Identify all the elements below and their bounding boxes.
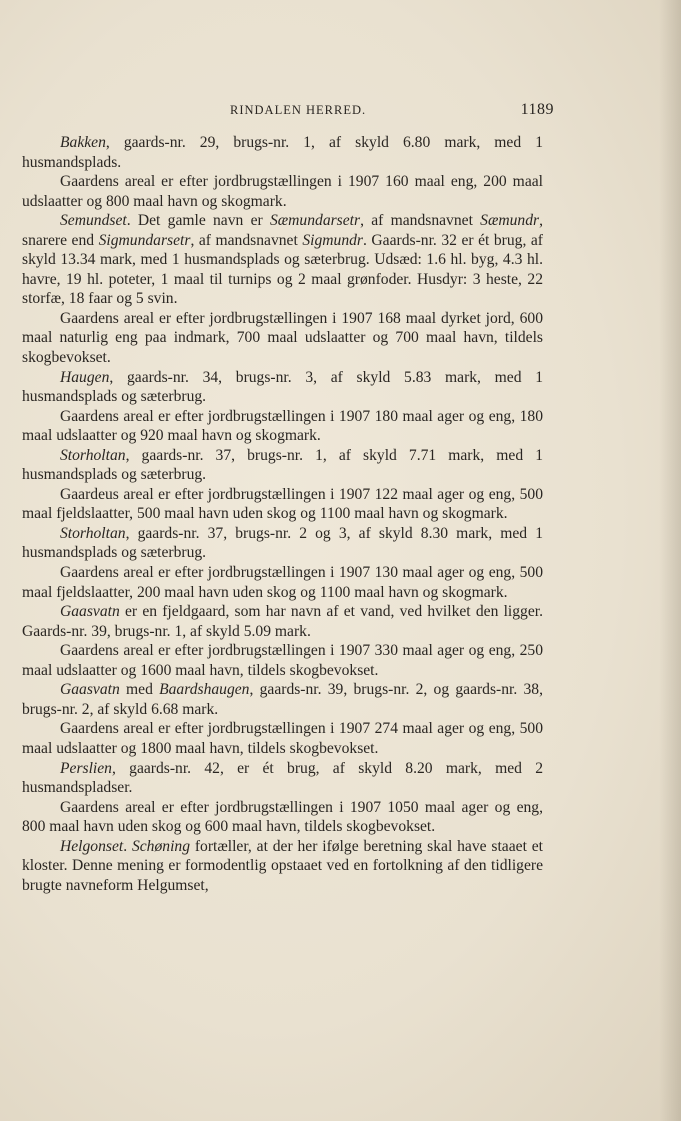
paragraph: [22, 133, 543, 172]
italic-name: Bakken: [60, 134, 106, 151]
text-run: , gaards-nr. 39, brugs-nr. 2, og gaards-nr. 38, brugs-nr. 2, af skyld 6.68 mark.: [22, 681, 543, 718]
text-run: . Gaards-nr. 32 er ét brug, af skyld 13.34 mark, med 1 husmandsplads og sæterbrug. Udsæd: 1.6 hl. byg, 4.3 hl. havre, 19 hl. poteter, 1 maal til turnips og 2 maal grønfoder. Husdyr: 3 heste, 22 storfæ, 18 faar og 5 svin.: [22, 231, 543, 308]
running-head: RINDALEN HERRED.: [230, 103, 367, 117]
paragraph: [22, 368, 543, 407]
text-run: , gaards-nr. 29, brugs-nr. 1, af skyld 6.80 mark, med 1 husmandsplads.: [22, 134, 543, 171]
text-run: er en fjeldgaard, som har navn af et vand, ved hvilket den ligger. Gaards-nr. 39, brugs-nr. 1, af skyld 5.09 mark.: [22, 603, 543, 640]
page-edge-shadow: [659, 0, 681, 1121]
text-run: Gaardens areal er efter jordbrugstællingen i 1907 168 maal dyrket jord, 600 maal naturlig eng paa indmark, 700 maal udslaatter og 700 maal havn, tildels skogbevokset.: [22, 309, 543, 367]
paragraph: [22, 309, 543, 368]
paragraph: [22, 641, 543, 680]
text-run: Gaardens areal er efter jordbrugstællingen i 1907 130 maal ager og eng, 500 maal fjeldslaatter, 200 maal havn uden skog og 1100 maal havn og skogmark.: [22, 564, 543, 601]
italic-name: Sigmundr: [302, 231, 363, 249]
text-run: , af mandsnavnet: [190, 231, 303, 249]
paragraph: [22, 680, 543, 719]
paragraph: [22, 407, 543, 446]
italic-name: Helgonset: [60, 837, 124, 855]
page-number: 1189: [520, 101, 554, 118]
italic-name: Schøning: [131, 837, 191, 855]
text-run: Gaardens areal er efter jordbrugstællingen i 1907 274 maal ager og eng, 500 maal udslaatter og 1800 maal havn, tildels skogbevokset.: [22, 720, 543, 757]
text-run: Gaardens areal er efter jordbrugstællingen i 1907 330 maal ager og eng, 250 maal udslaatter og 1600 maal havn, tildels skogbevokset.: [22, 642, 543, 679]
text-run: Gaardens areal er efter jordbrugstællingen i 1907 160 maal eng, 200 maal udslaatter og 800 maal havn og skogmark.: [22, 173, 543, 210]
paragraph: [22, 563, 543, 602]
page-header: [230, 101, 560, 121]
text-run: med: [119, 681, 160, 699]
text-run: , gaards-nr. 34, brugs-nr. 3, af skyld 5.83 mark, med 1 husmandsplads og sæterbrug.: [22, 368, 543, 406]
paragraph: [22, 837, 543, 896]
paragraph: [22, 798, 543, 837]
text-run: , af mandsnavnet: [360, 212, 481, 230]
italic-name: Storholtan: [60, 446, 126, 464]
paragraph: [22, 211, 543, 309]
italic-name: Haugen: [60, 368, 110, 386]
text-run: Gaardens areal er efter jordbrugstællingen i 1907 180 maal ager og eng, 180 maal udslaatter og 920 maal havn og skogmark.: [22, 407, 543, 445]
text-run: Gaardens areal er efter jordbrugstællingen i 1907 1050 maal ager og eng, 800 maal havn uden skog og 600 maal havn, tildels skogbevokset.: [22, 798, 543, 836]
text-run: , gaards-nr. 42, er ét brug, af skyld 8.20 mark, med 2 husmandspladser.: [22, 759, 543, 797]
text-run: . Det gamle navn er: [126, 212, 270, 230]
italic-name: Perslien: [60, 759, 112, 777]
paragraph: [22, 759, 543, 798]
text-run: .: [123, 837, 132, 855]
paragraph: [22, 602, 543, 641]
text-run: , snarere end: [22, 212, 543, 249]
italic-name: Sæmundarsetr: [269, 212, 361, 230]
paragraph: [22, 446, 543, 485]
text-run: fortæller, at der her ifølge beretning skal have staaet et kloster. Denne mening er formodentlig opstaaet ved en fortolkning af den tidligere brugte navneform Helgumset,: [22, 837, 543, 894]
italic-name: Semundset: [60, 212, 127, 230]
italic-name: Sigmundarsetr: [98, 231, 191, 249]
text-run: Gaardeus areal er efter jordbrugstællingen i 1907 122 maal ager og eng, 500 maal fjeldslaatter, 500 maal havn uden skog og 1100 maal havn og skogmark.: [22, 485, 543, 523]
italic-name: Storholtan: [60, 524, 126, 542]
paragraph: [22, 719, 543, 758]
text-run: , gaards-nr. 37, brugs-nr. 2 og 3, af skyld 8.30 mark, med 1 husmandsplads og sæterbrug.: [22, 524, 543, 562]
body-text: [22, 133, 543, 895]
paragraph: [22, 524, 543, 563]
paragraph: [22, 485, 543, 524]
text-run: , gaards-nr. 37, brugs-nr. 1, af skyld 7.71 mark, med 1 husmandsplads og sæterbrug.: [22, 446, 543, 484]
italic-name: Baardshaugen: [159, 681, 250, 699]
italic-name: Gaasvatn: [60, 681, 120, 699]
italic-name: Sæmundr: [480, 212, 540, 230]
paragraph: [22, 172, 543, 211]
italic-name: Gaasvatn: [60, 603, 120, 621]
